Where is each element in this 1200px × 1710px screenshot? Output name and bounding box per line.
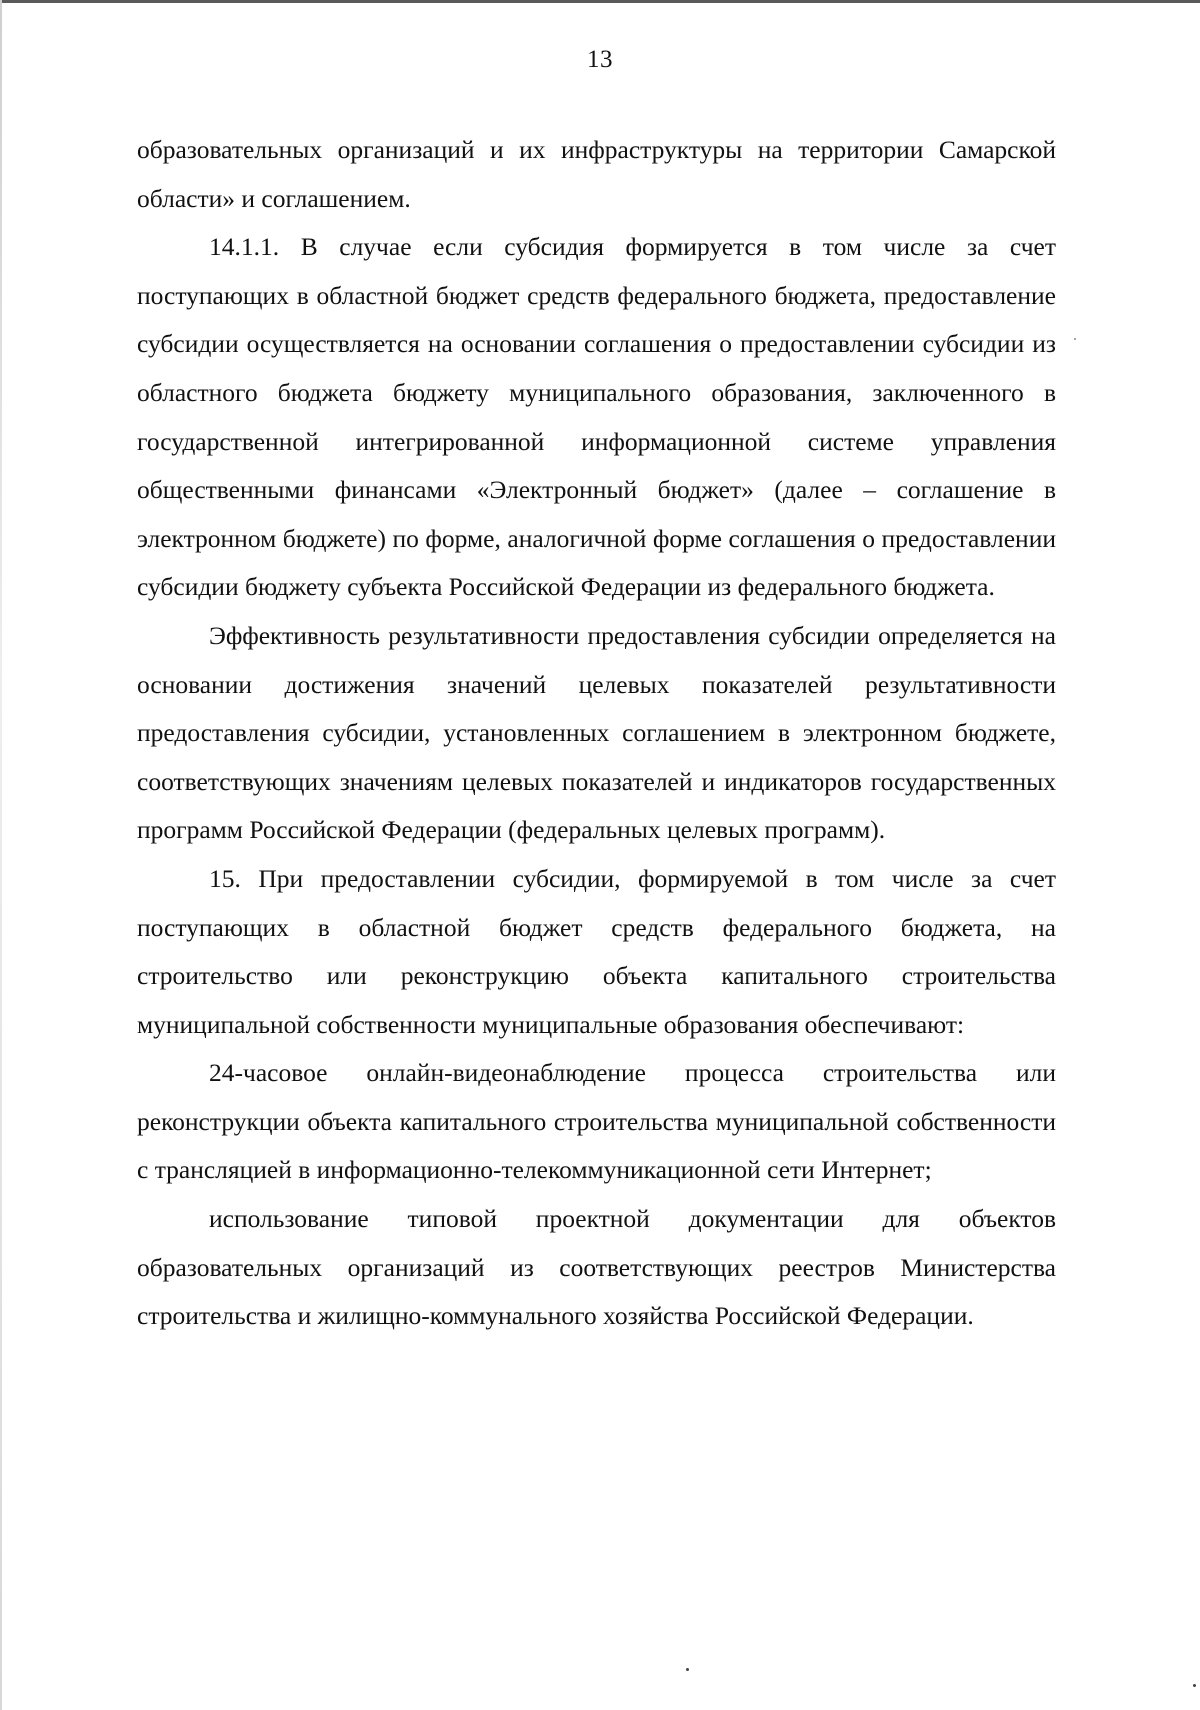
page-number: 13 (587, 46, 613, 73)
scan-top-edge (0, 0, 1200, 3)
paragraph-14-1-1: 14.1.1. В случае если субсидия формируется в том числе за счет поступающих в областной бюджет средств федерального бюджета, предоставление субсидии осуществляется на основании соглашения о предоставлении субсидии из областного бюджета бюджету муниципального образования, заключенного в государственной интегрированной информационной системе управления общественными финансами «Электронный бюджет» (далее – соглашение в электронном бюджете) по форме, аналогичной форме соглашения о предоставлении субсидии бюджету субъекта Российской Федерации из федерального бюджета. (137, 232, 1056, 602)
scan-speck (686, 1668, 689, 1671)
paragraph-15: 15. При предоставлении субсидии, формируемой в том числе за счет поступающих в областной бюджет средств федерального бюджета, на строительство или реконструкцию объекта капитального строительства муниципальной собственности муниципальные образования обеспечивают: (137, 863, 1056, 1039)
paragraph-typical-documentation: использование типовой проектной документации для объектов образовательных организаций из соответствующих реестров Министерства строительства и жилищно-коммунального хозяйства Российской Федерации. (137, 1204, 1056, 1331)
scan-left-edge (0, 0, 2, 1710)
scan-speck (1074, 338, 1076, 340)
document-body (137, 126, 1056, 1341)
paragraph-video-surveillance: 24-часовое онлайн-видеонаблюдение процесса строительства или реконструкции объекта капитального строительства муниципальной собственности с трансляцией в информационно-телекоммуникационной сети Интернет; (137, 1058, 1056, 1185)
scan-speck (1193, 1684, 1196, 1687)
paragraph-effectiveness: Эффективность результативности предоставления субсидии определяется на основании достижения значений целевых показателей результативности предоставления субсидии, установленных соглашением в электронном бюджете, соответствующих значениям целевых показателей и индикаторов государственных программ Российской Федерации (федеральных целевых программ). (137, 620, 1056, 845)
paragraph-continuation: образовательных организаций и их инфраструктуры на территории Самарской области» и соглашением. (137, 135, 1056, 213)
